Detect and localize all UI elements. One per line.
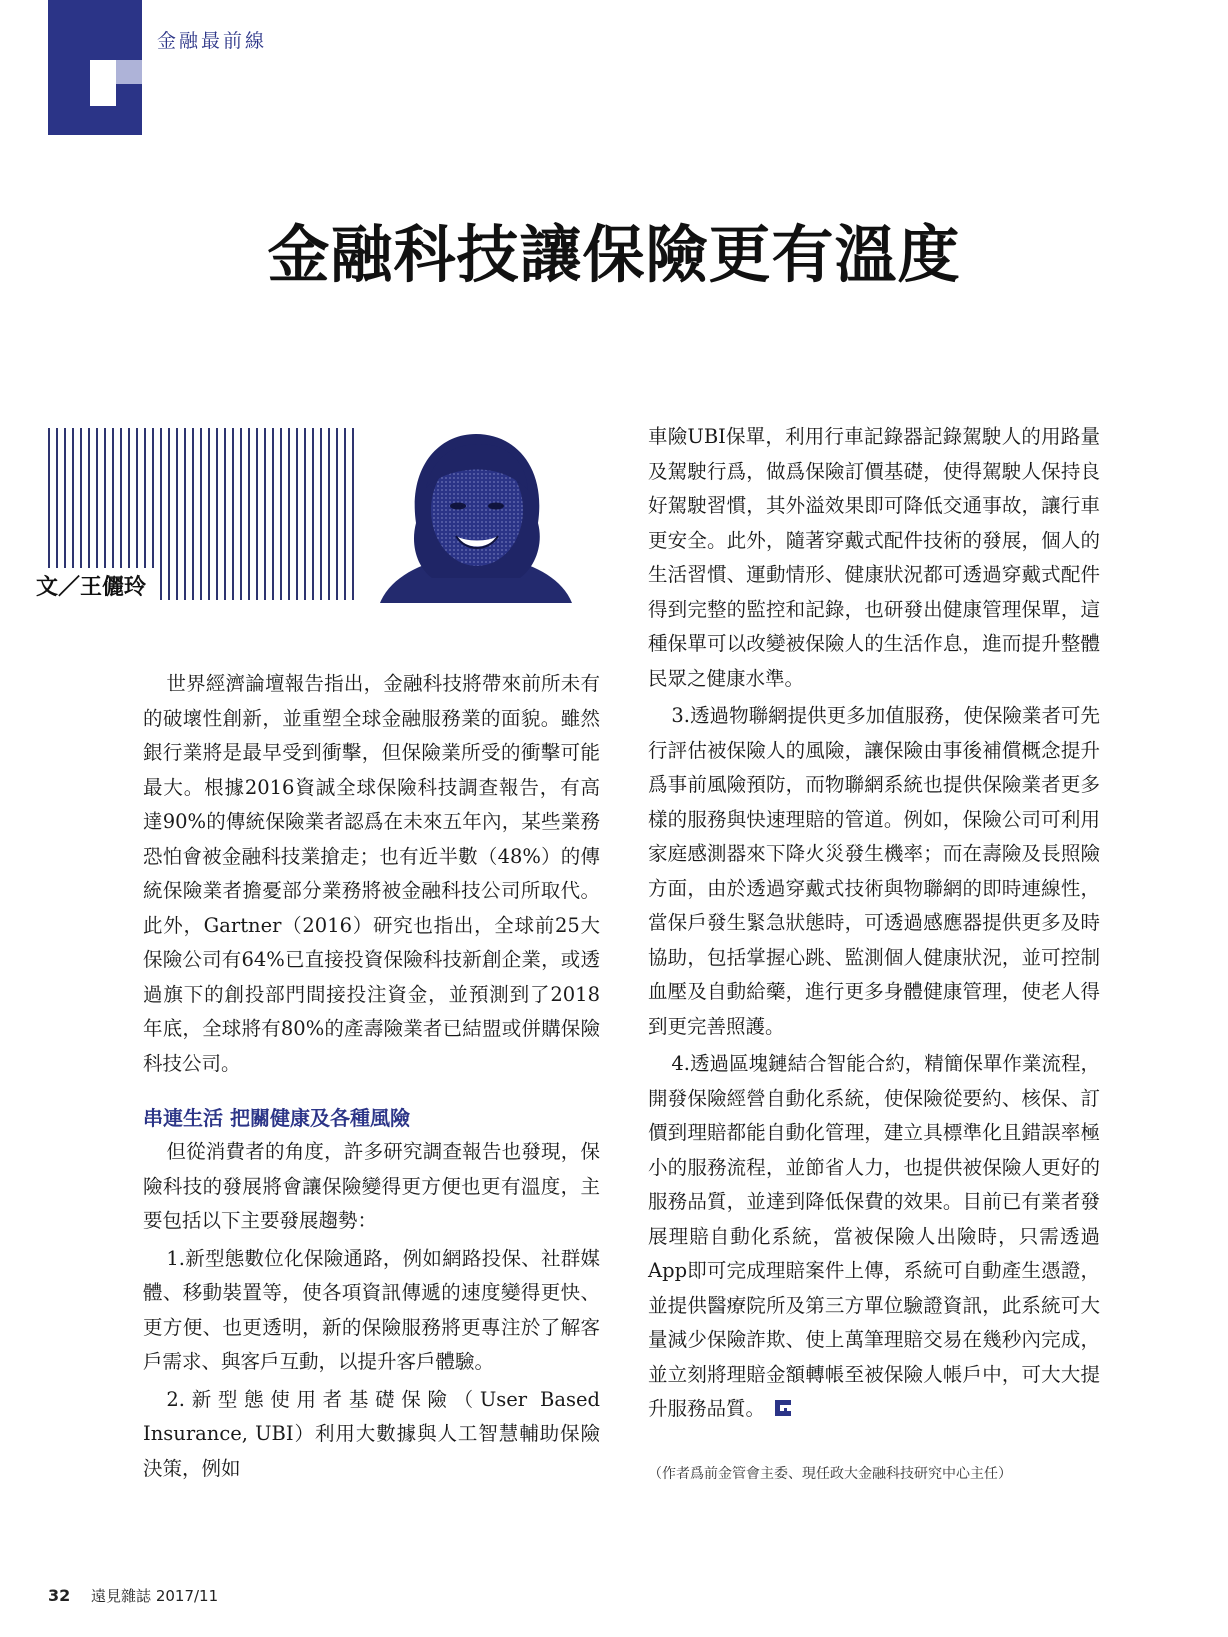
paragraph: 1.新型態數位化保險通路，例如網路投保、社群媒體、移動裝置等，使各項資訊傳遞的速度變得更快、更方便、也更透明，新的保險服務將更專注於了解客戶需求、與客戶互動，以提升客戶體驗。 [143,1246,600,1373]
paragraph-text: 4.透過區塊鏈結合智能合約，精簡保單作業流程，開發保險經營自動化系統，使保險從要約、核保、訂價到理賠都能自動化管理，建立具標準化且錯誤率極小的服務流程，並節省人力，也提供被保險人更好的服務品質，並達到降低保費的效果。目前已有業者發展理賠自動化系統，當被保險人出險時，只需透過App即可完成理賠案件上傳，系統可自動產生憑證，並提供醫療院所及第三方單位驗證資訊，此系統可大量減少保險詐欺、使上萬筆理賠交易在幾秒內完成，並立刻將理賠金額轉帳至被保險人帳戶中，可大大提升服務品質。 [648,1052,1100,1420]
end-mark-icon [775,1400,791,1416]
article-headline: 金融科技讓保險更有溫度 [267,218,961,291]
magazine-issue: 遠見雜誌 2017/11 [91,1587,219,1605]
page-number: 32 [48,1586,71,1605]
section-logo-square [116,60,142,84]
right-column [648,420,1100,1430]
author-portrait [360,428,592,603]
paragraph: 車險UBI保單，利用行車記錄器記錄駕駛人的用路量及駕駛行爲，做爲保險訂價基礎，使得駕駛人保持良好駕駛習慣，其外溢效果即可降低交通事故，讓行車更安全。此外，隨著穿戴式配件技術的發展，個人的生活習慣、運動情形、健康狀況都可透過穿戴式配件得到完整的監控和記錄，也研發出健康管理保單，這種保單可以改變被保險人的生活作息，進而提升整體民眾之健康水準。 [648,425,1100,690]
byline: 文／王儷玲 [36,575,147,600]
section-label: 金融最前線 [157,30,268,52]
page-footer [48,1585,218,1606]
left-column [143,667,600,1489]
paragraph: 但從消費者的角度，許多研究調查報告也發現，保險科技的發展將會讓保險變得更方便也更有溫度，主要包括以下主要發展趨勢： [143,1140,600,1232]
paragraph [648,1047,1100,1427]
paragraph: 2.新型態使用者基礎保險（User Based Insurance, UBI）利用大數據與人工智慧輔助保險決策，例如 [143,1387,600,1480]
byline-box [36,568,154,608]
section-logo-notch [90,60,116,106]
subheading: 串連生活 把關健康及各種風險 [143,1106,410,1130]
paragraph: 世界經濟論壇報告指出，金融科技將帶來前所未有的破壞性創新，並重塑全球金融服務業的面貌。雖然銀行業將是最早受到衝擊，但保險業所受的衝擊可能最大。根據2016資誠全球保險科技調查報告，有高達90%的傳統保險業者認爲在未來五年內，某些業務恐怕會被金融科技業搶走；也有近半數（48%）的傳統保險業者擔憂部分業務將被金融科技公司所取代。此外，Gartner（2016）研究也指出，全球前25大保險公司有64%已直接投資保險科技新創企業，或透過旗下的創投部門間接投注資金，並預測到了2018年底，全球將有80%的產壽險業者已結盟或併購保險科技公司。 [143,672,600,1075]
paragraph: 3.透過物聯網提供更多加值服務，使保險業者可先行評估被保險人的風險，讓保險由事後補償概念提升爲事前風險預防，而物聯網系統也提供保險業者更多樣的服務與快速理賠的管道。例如，保險公司可利用家庭感測器來下降火災發生機率；而在壽險及長照險方面，由於透過穿戴式技術與物聯網的即時連線性，當保戶發生緊急狀態時，可透過感應器提供更多及時協助，包括掌握心跳、監測個人健康狀況，並可控制血壓及自動給藥，進行更多身體健康管理，使老人得到更完善照護。 [648,704,1100,1038]
author-note: （作者爲前金管會主委、現任政大金融科技研究中心主任） [648,1466,1012,1482]
